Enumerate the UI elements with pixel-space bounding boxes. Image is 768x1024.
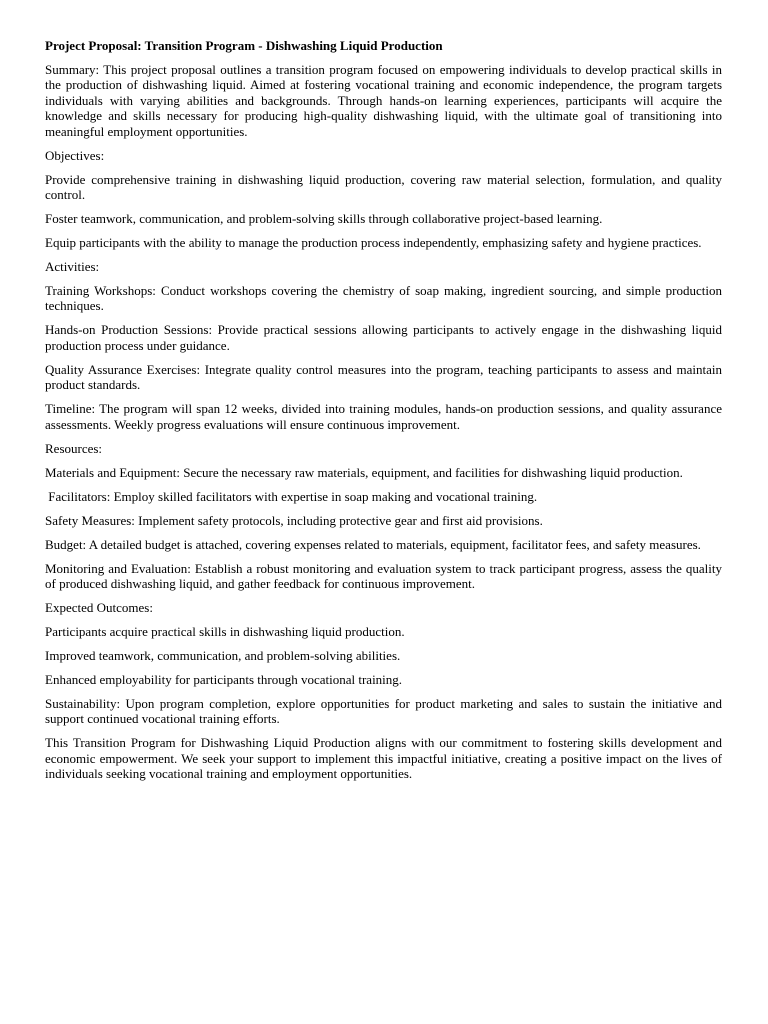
closing-paragraph: This Transition Program for Dishwashing Liquid Production aligns with our commitment to fostering skills development and economic empowerment. We seek your support to implement this impactful initiative, creating a positive impact on the lives of individuals seeking vocational training and employment opportunities. bbox=[45, 735, 722, 782]
objectives-heading: Objectives: bbox=[45, 147, 105, 163]
activity-paragraph: Hands-on Production Sessions: Provide practical sessions allowing participants to actively engage in the dishwashing liquid production process under guidance. bbox=[45, 322, 722, 353]
document-title: Project Proposal: Transition Program - Dishwashing Liquid Production bbox=[45, 38, 443, 53]
outcome-paragraph: Sustainability: Upon program completion, explore opportunities for product marketing and sales to sustain the initiative and support continued vocational training efforts. bbox=[45, 696, 722, 727]
activity-paragraph: Timeline: The program will span 12 weeks, divided into training modules, hands-on production sessions, and quality assurance assessments. Weekly progress evaluations will ensure continuous improvement. bbox=[45, 401, 722, 432]
outcome-paragraph: Improved teamwork, communication, and problem-solving abilities. bbox=[45, 648, 401, 664]
resource-paragraph: Safety Measures: Implement safety protocols, including protective gear and first aid provisions. bbox=[45, 512, 543, 528]
objective-paragraph: Provide comprehensive training in dishwashing liquid production, covering raw material selection, formulation, and quality control. bbox=[45, 171, 722, 203]
activity-paragraph: Training Workshops: Conduct workshops covering the chemistry of soap making, ingredient sourcing, and simple production techniques. bbox=[45, 283, 722, 314]
outcome-paragraph: Participants acquire practical skills in dishwashing liquid production. bbox=[45, 624, 405, 640]
summary-paragraph: Summary: This project proposal outlines a transition program focused on empowering individuals to develop practical skills in the production of dishwashing liquid. Aimed at fostering vocational training and economic independence, the program targets individuals with varying abilities and backgrounds. Through hands-on learning experiences, participants will acquire the knowledge and skills necessary for producing high-quality dishwashing liquid, with the ultimate goal of transitioning into meaningful employment opportunities. bbox=[45, 62, 722, 139]
document-page bbox=[45, 38, 722, 790]
resource-paragraph: Materials and Equipment: Secure the necessary raw materials, equipment, and facilities for dishwashing liquid production. bbox=[45, 464, 683, 480]
objective-paragraph: Foster teamwork, communication, and problem-solving skills through collaborative project-based learning. bbox=[45, 211, 603, 227]
resource-paragraph: Monitoring and Evaluation: Establish a robust monitoring and evaluation system to track participant progress, assess the quality of produced dishwashing liquid, and gather feedback for continuous improvement. bbox=[45, 560, 722, 592]
activities-heading: Activities: bbox=[45, 259, 100, 275]
resource-paragraph: Facilitators: Employ skilled facilitators with expertise in soap making and vocational training. bbox=[45, 488, 538, 504]
outcomes-heading: Expected Outcomes: bbox=[45, 600, 153, 616]
resource-paragraph: Budget: A detailed budget is attached, covering expenses related to materials, equipment, facilitator fees, and safety measures. bbox=[45, 536, 701, 552]
resources-heading: Resources: bbox=[45, 440, 103, 456]
outcome-paragraph: Enhanced employability for participants through vocational training. bbox=[45, 672, 403, 688]
objective-paragraph: Equip participants with the ability to manage the production process independently, emphasizing safety and hygiene practices. bbox=[45, 235, 702, 251]
activity-paragraph: Quality Assurance Exercises: Integrate quality control measures into the program, teaching participants to assess and maintain product standards. bbox=[45, 361, 722, 393]
